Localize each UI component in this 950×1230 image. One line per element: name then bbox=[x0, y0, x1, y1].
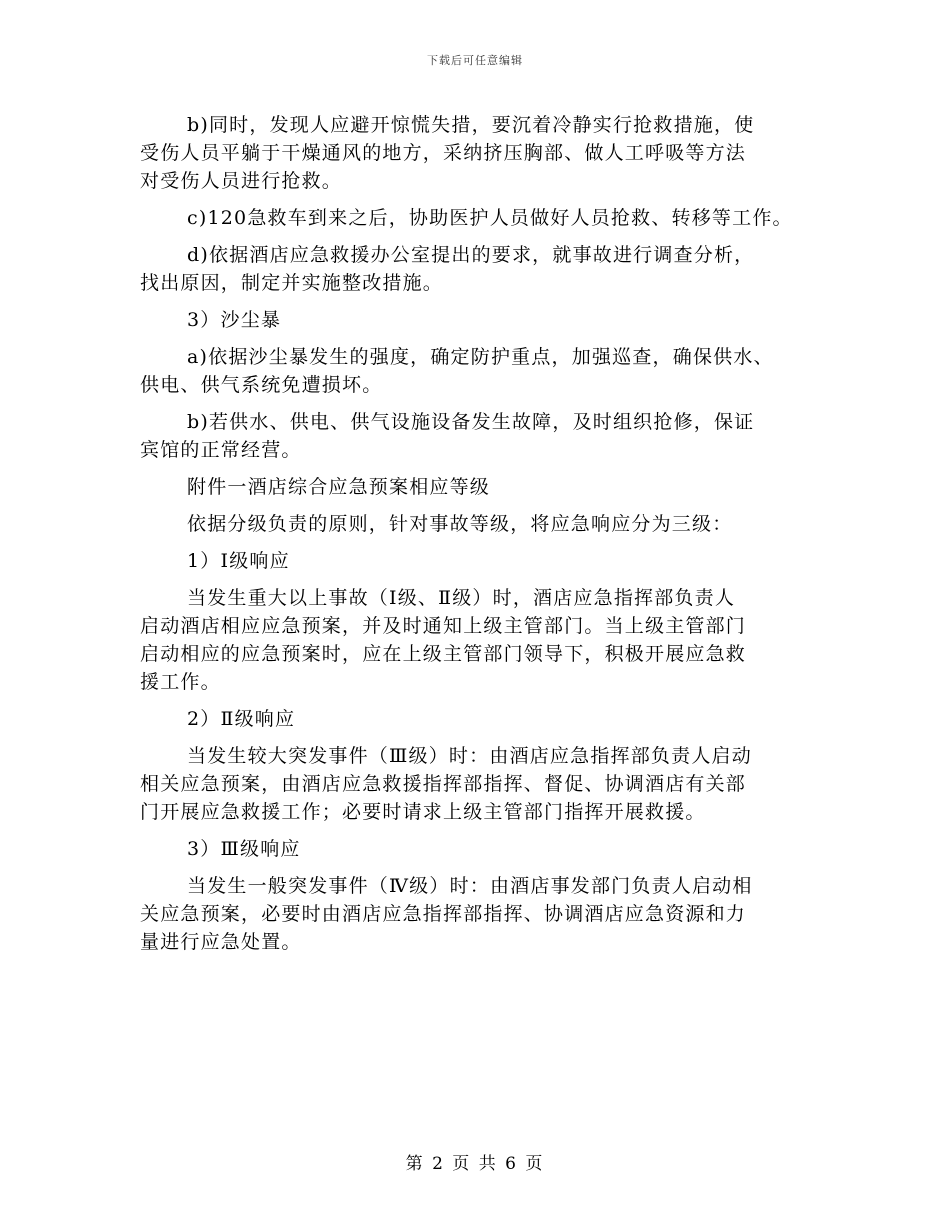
document-body bbox=[140, 111, 810, 965]
paragraph-line: 当发生重大以上事故（Ⅰ级、Ⅱ级）时，酒店应急指挥部负责人 bbox=[187, 587, 736, 609]
paragraph bbox=[140, 584, 810, 696]
section-heading bbox=[140, 306, 810, 334]
paragraph bbox=[140, 510, 810, 538]
paragraph-line: 启动相应的应急预案时，应在上级主管部门领导下，积极开展应急救 bbox=[140, 643, 747, 665]
paragraph bbox=[140, 343, 810, 399]
paragraph-line: 宾馆的正常经营。 bbox=[140, 439, 302, 461]
paragraph-line: 受伤人员平躺于干燥通风的地方，采纳挤压胸部、做人工呼吸等方法 bbox=[140, 142, 747, 164]
section-heading bbox=[140, 835, 810, 863]
paragraph bbox=[140, 204, 810, 232]
paragraph-line: a)依据沙尘暴发生的强度，确定防护重点，加强巡查，确保供水、 bbox=[187, 346, 774, 368]
paragraph-line: 启动酒店相应应急预案，并及时通知上级主管部门。当上级主管部门 bbox=[140, 615, 747, 637]
paragraph bbox=[140, 408, 810, 464]
paragraph-line: d)依据酒店应急救援办公室提出的要求，就事故进行调查分析， bbox=[187, 244, 755, 266]
paragraph bbox=[140, 111, 810, 195]
paragraph-line: 相关应急预案，由酒店应急救援指挥部指挥、督促、协调酒店有关部 bbox=[140, 773, 747, 795]
paragraph-line: 对受伤人员进行抢救。 bbox=[140, 170, 343, 192]
paragraph-line: 找出原因，制定并实施整改措施。 bbox=[140, 272, 444, 294]
paragraph-line: 2）Ⅱ级响应 bbox=[187, 708, 296, 730]
paragraph bbox=[140, 742, 810, 826]
paragraph bbox=[140, 241, 810, 297]
paragraph-line: b)同时，发现人应避开惊慌失措，要沉着冷静实行抢救措施，使 bbox=[187, 114, 755, 136]
page-footer: 第 2 页 共 6 页 bbox=[405, 1154, 545, 1174]
paragraph bbox=[140, 872, 810, 956]
paragraph-line: 3）沙尘暴 bbox=[187, 309, 282, 331]
paragraph-line: 当发生较大突发事件（Ⅲ级）时：由酒店应急指挥部负责人启动 bbox=[187, 745, 752, 767]
paragraph-line: 援工作。 bbox=[140, 671, 221, 693]
paragraph-line: 依据分级负责的原则，针对事故等级，将应急响应分为三级： bbox=[187, 513, 733, 535]
paragraph-line: 供电、供气系统免遭损坏。 bbox=[140, 374, 383, 396]
paragraph-line: 关应急预案，必要时由酒店应急指挥部指挥、协调酒店应急资源和力 bbox=[140, 903, 747, 925]
section-heading bbox=[140, 473, 810, 501]
paragraph-line: 当发生一般突发事件（Ⅳ级）时：由酒店事发部门负责人启动相 bbox=[187, 875, 753, 897]
paragraph-line: 门开展应急救援工作；必要时请求上级主管部门指挥开展救援。 bbox=[140, 801, 706, 823]
section-heading bbox=[140, 705, 810, 733]
paragraph-line: 附件一酒店综合应急预案相应等级 bbox=[187, 476, 491, 498]
paragraph-line: 3）Ⅲ级响应 bbox=[187, 838, 301, 860]
paragraph-line: 量进行应急处置。 bbox=[140, 931, 302, 953]
paragraph-line: c)120急救车到来之后，协助医护人员做好人员抢救、转移等工作。 bbox=[187, 207, 793, 229]
section-heading bbox=[140, 547, 810, 575]
paragraph-line: b)若供水、供电、供气设施设备发生故障，及时组织抢修，保证 bbox=[187, 411, 755, 433]
paragraph-line: 1）Ⅰ级响应 bbox=[187, 550, 290, 572]
page-header: 下载后可任意编辑 bbox=[427, 54, 523, 67]
